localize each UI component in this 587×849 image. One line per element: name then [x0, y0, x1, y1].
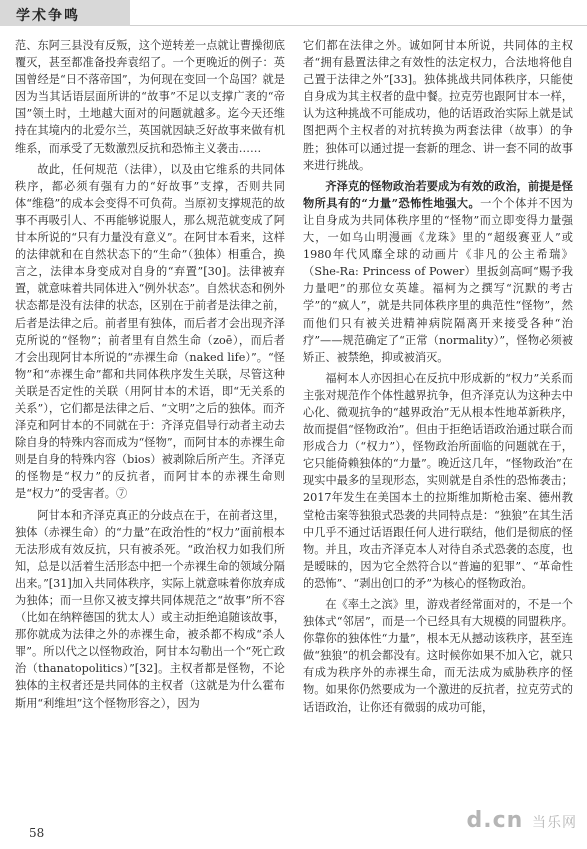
watermark-brand: d.cn — [466, 808, 524, 833]
paragraph: 它们都在法律之外。诚如阿甘本所说，共同体的主权者“拥有悬置法律之有效性的法定权力，合法地将他自己置于法律之外”[33]。独体挑战共同体秩序，只能使自身成为其主权者的盘中餐。拉克劳也跟阿甘本一样，认为这种挑战不可能成功，他的话语政治实际上就是试图把两个主权者的对抗转换为两套法律（故事）的争胜；独体可以通过提一套新的理念、讲一套不同的故事来进行挑战。 — [303, 39, 573, 172]
page-header — [0, 0, 587, 32]
paragraph — [303, 178, 573, 366]
bold-thesis-sentence: 齐泽克的怪物政治若要成为有效的政治，前提是怪物所具有的“力量”恐怖性地强大。 — [303, 178, 573, 210]
section-label: 学术争鸣 — [16, 8, 80, 24]
paragraph: 在《率土之滨》里，游戏者经常面对的，不是一个独体式“邻居”，而是一个已经具有大规模的同盟秩序。你靠你的独体性“力量”，根本无从撼动该秩序，甚至连做“独狼”的机会都没有。这时候你如果不加入它，就只有成为秩序外的赤裸生命，而无法成为威胁秩序的怪物。如果你仍然要成为一个激进的反抗者，拉克劳式的话语政治，让你还有微弱的成功可能， — [303, 598, 573, 714]
paragraph: 阿甘本和齐泽克真正的分歧点在于，在前者这里，独体（赤裸生命）的“力量”在政治性的“权力”面前根本无法形成有效反抗，只有被杀死。“政治权力如我们所知，总是以活着生活形态中把一个赤裸生命的领域分隔出来。”[31]加入共同体秩序，实际上就意味着你放弃成为独体；而一旦你又被支撑共同体规范之“故事”所不容（比如在纳粹德国的犹太人）或主动拒绝追随该故事，那你就成为法律之外的赤裸生命，被杀都不构成“杀人罪”。所以代之以怪物政治，阿甘本勾勒出一个“死亡政治（thanatopolitics）”[32]。主权者都是怪物，不论独体的主权者还是共同体的主权者（这就是为什么霍布斯用“利维坦”这个怪物形容之），因为 — [15, 508, 285, 710]
right-text-column — [303, 37, 573, 716]
watermark-text: 当乐网 — [532, 815, 577, 831]
left-text-column — [15, 37, 285, 712]
watermark-logo — [467, 808, 577, 833]
paragraph: 范、东阿三县没有反叛，这个逆转差一点就让曹操彻底覆灭，甚至都准备投奔袁绍了。一个更晚近的例子：英国曾经是“日不落帝国”，为何现在变回一个岛国？就是因为当其话语层面所讲的“故事”不足以支撑广袤的“帝国”领土时，土地越大面对的问题就越多。迄今天还维持在其境内的北爱尔兰，英国就因缺乏好故事来做有机维系，而承受了无数激烈反抗和恐怖主义袭击…… — [15, 39, 285, 155]
paragraph: 故此，任何规范（法律），以及由它维系的共同体秩序，都必须有强有力的“好故事”支撑，否则共同体“维稳”的成本会变得不可负荷。当原初支撑规范的故事不再吸引人、不再能够说服人，那么规范就变成了阿甘本所说的“只有力量没有意义”。在阿甘本看来，这样的法律就和在自然状态下的“生命”（独体）相重合，换言之，法律本身变成对自身的“弃置”[30]。法律被弃置，就意味着共同体进入“例外状态”。自然状态和例外状态都是没有法律的状态，区别在于前者是法律之前，后者是法律之后。前者里有独体，而后者才会出现齐泽克所说的“怪物”；前者里有自然生命（zoē），而后者才会出现阿甘本所说的“赤裸生命（naked life）”。“怪物”和“赤裸生命”都和共同体秩序发生关联，尽管这种关联是否定性的关联（用阿甘本的术语，即“无关系的关系”），它们都是法律之后、“文明”之后的独体。而齐泽克和阿甘本的不同就在于：齐泽克倡导行动者主动去除自身的特殊内容而成为“怪物”，而阿甘本的赤裸生命则是自身的特殊内容（bios）被剥除后所产生。齐泽克的怪物是“权力”的反抗者，而阿甘本的赤裸生命则是“权力”的受害者。⑦ — [15, 162, 285, 501]
paragraph: 福柯本人亦因担心在反抗中形成新的“权力”关系而主张对规范作个体性越界抗争，但齐泽克认为这种去中心化、微观抗争的“越界政治”无从根本性地革新秩序，故而提倡“怪物政治”。但由于拒绝话语政治通过联合而形成合力（“权力”），怪物政治所面临的问题就在于，它只能倚赖独体的“力量”。晚近这几年，“怪物政治”在现实中最多的呈现形态，实则就是自杀性的恐怖袭击；2017年发生在美国本土的拉斯维加斯枪击案、德州教堂枪击案等独狼式恐袭的共同特点是：“独狼”在其生活中几乎不通过话语跟任何人进行联结，他们是彻底的怪物。并且，攻击齐泽克本人对待自杀式恐袭的态度，也是暧昧的，因为它全然符合以“普遍的犯罪”、“革命性的恐怖”、“剥出创口的矛”为核心的怪物政治。 — [303, 371, 573, 590]
header-rule — [130, 25, 587, 26]
paragraph-continuation: 一个个体并不因为让自身成为共同体秩序里的“怪物”而立即变得力量强大，一如乌山明漫画《龙珠》里的“超级赛亚人”或1980年代风靡全球的动画片《非凡的公主希瑞》（She-Ra: Princess of Power）里扳剑高呵“赐予我力量吧”的那位女英雄。福柯为之撰写“沉默的考古学”的“疯人”，就是共同体秩序里的典范性“怪物”，然而他们只有被关进精神病院隔离开来接受各种“治疗”——规范确定了“正常（normality）”，怪物必须被矫正、被禁绝，抑或被消灭。 — [303, 196, 573, 364]
page-number: 58 — [29, 826, 45, 840]
section-label-bar — [0, 0, 130, 26]
